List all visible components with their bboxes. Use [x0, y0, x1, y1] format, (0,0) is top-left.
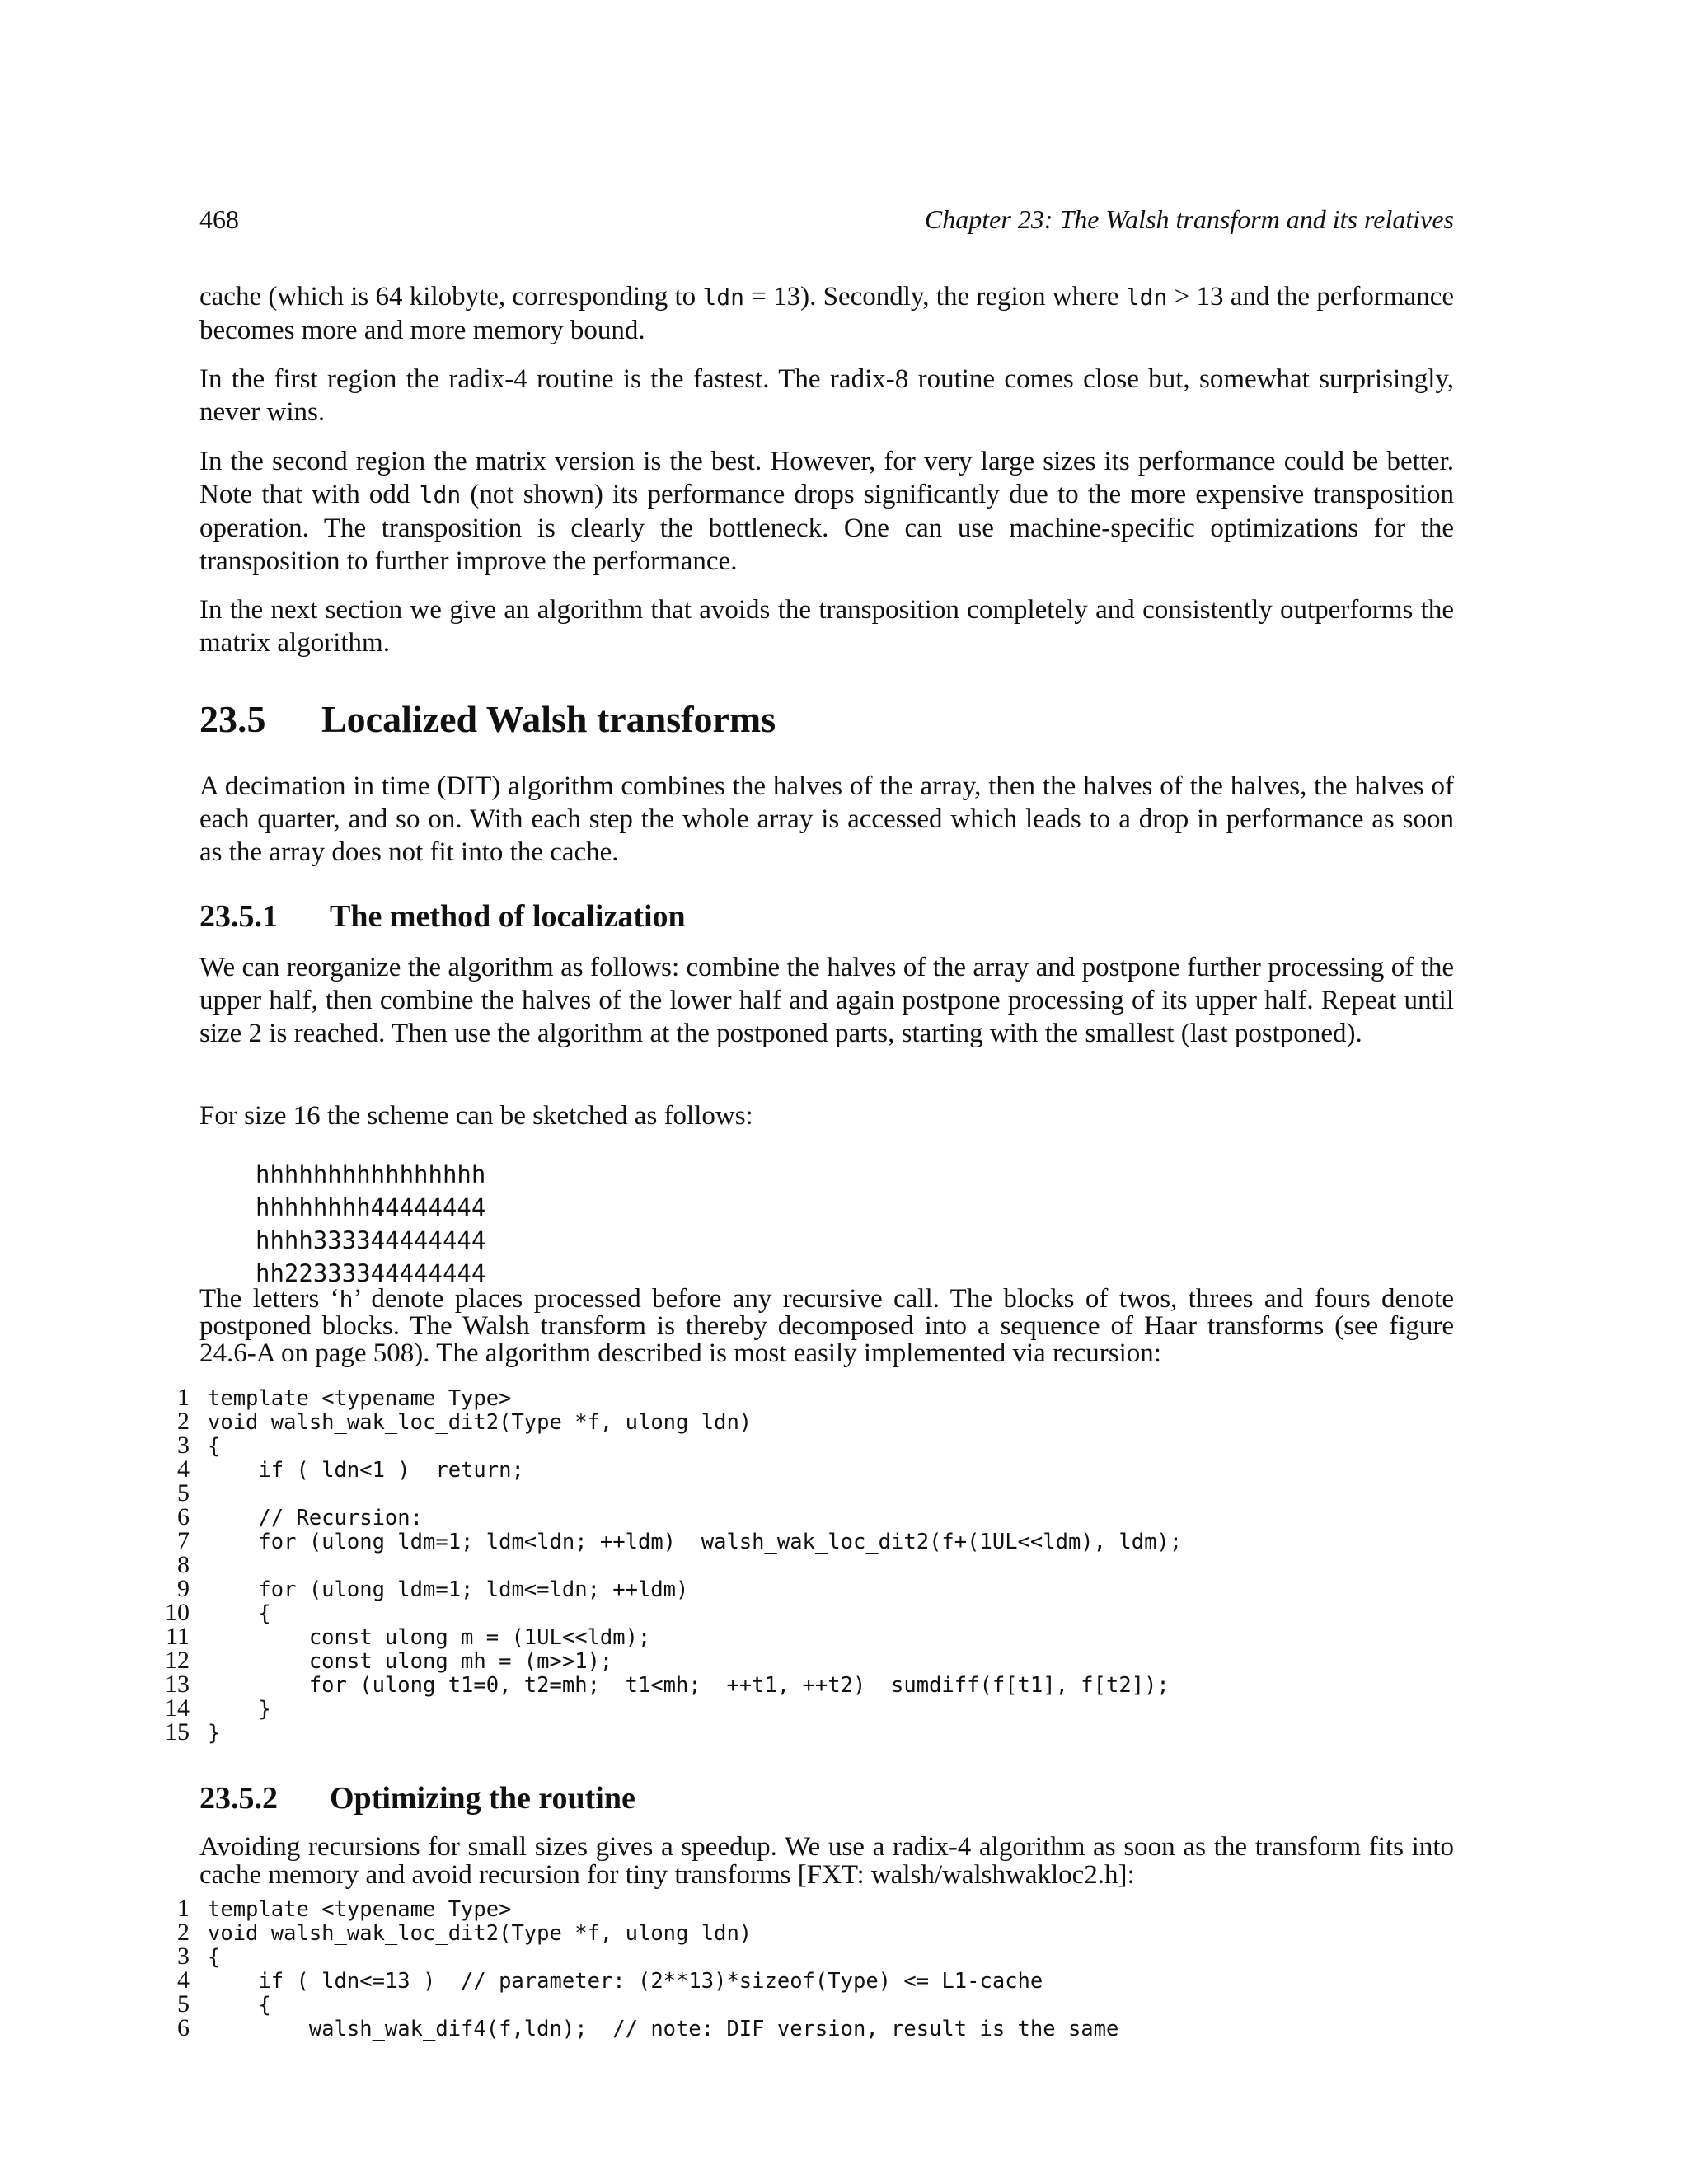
scheme-line: hh22333344444444 — [256, 1259, 486, 1287]
subsection-heading — [199, 1780, 635, 1816]
line-number: 7 — [177, 1527, 190, 1554]
scheme-line: hhhh333344444444 — [256, 1226, 486, 1254]
line-number: 4 — [177, 1966, 190, 1994]
paragraph-dit: A decimation in time (DIT) algorithm combines the halves of the array, then the halves of the halves, the halves of each quarter, and so on. With each step the whole array is accessed which leads to a drop in performance as soon as the array does not fit into the cache. — [199, 771, 1454, 867]
code-h: h — [339, 1286, 354, 1313]
code-text: void walsh_wak_loc_dit2(Type *f, ulong ldn) — [208, 1410, 753, 1435]
code-text: template <typename Type> — [208, 1897, 512, 1922]
code-text: // Recursion: — [208, 1506, 423, 1530]
line-number: 1 — [177, 1384, 190, 1411]
line-number: 6 — [177, 2014, 190, 2041]
chapter-title: Chapter 23: The Walsh transform and its relatives — [924, 204, 1454, 234]
subsection-number: 23.5.1 — [199, 899, 278, 934]
code-ldn: ldn — [419, 481, 462, 509]
code-text: const ulong m = (1UL<<ldm); — [208, 1625, 651, 1650]
line-number: 11 — [166, 1623, 190, 1650]
section-title: Localized Walsh transforms — [321, 698, 776, 740]
code-text: { — [208, 1993, 271, 2018]
code-text: walsh_wak_dif4(f,ldn); // note: DIF version, result is the same — [208, 2017, 1119, 2041]
line-number: 5 — [177, 1479, 190, 1507]
code-text: const ulong mh = (m>>1); — [208, 1649, 613, 1674]
line-number: 3 — [177, 1943, 190, 1970]
line-number: 1 — [177, 1895, 190, 1922]
code-text: if ( ldn<=13 ) // parameter: (2**13)*sizeof(Type) <= L1-cache — [208, 1969, 1043, 1994]
line-number: 5 — [177, 1990, 190, 2018]
code-text: { — [208, 1945, 221, 1970]
code-text: } — [208, 1721, 221, 1746]
line-number: 6 — [177, 1503, 190, 1530]
paragraph-optimizing: Avoiding recursions for small sizes gives a speedup. We use a radix-4 algorithm as soon as the transform fits into cache memory and avoid recursion for tiny transforms [FXT: walsh/walshwakloc2.h]: — [199, 1832, 1454, 1890]
subsection-title: The method of localization — [330, 899, 686, 934]
line-number: 2 — [177, 1919, 190, 1946]
subsection-heading — [199, 898, 686, 935]
code-text: { — [208, 1601, 271, 1626]
line-number: 3 — [177, 1432, 190, 1459]
paragraph-letters: The letters ‘h’ denote places processed before any recursive call. The blocks of twos, threes and fours denote postponed blocks. The Walsh transform is thereby decomposed into a sequence of Haar transforms (see figure 24.6-A on page 508). The algorithm described is most easily implemented via recursion: — [199, 1284, 1454, 1368]
code-text: for (ulong ldm=1; ldm<=ldn; ++ldm) — [208, 1577, 689, 1602]
line-number: 9 — [177, 1575, 190, 1602]
paragraph-second-region: In the second region the matrix version is the best. However, for very large sizes its performance could be better. Note that with odd ldn (not shown) its performance drops significantly due to the more expensive transposition operation. The transposition is clearly the bottleneck. One can use machine-specific optimizations for the transposition to further improve the performance. — [199, 447, 1454, 576]
code-text: template <typename Type> — [208, 1386, 512, 1411]
line-number: 15 — [165, 1718, 190, 1746]
section-number: 23.5 — [199, 698, 266, 740]
line-number: 8 — [177, 1551, 190, 1578]
code-text: for (ulong ldm=1; ldm<ldn; ++ldm) walsh_wak_loc_dit2(f+(1UL<<ldm), ldm); — [208, 1530, 1183, 1554]
line-number: 13 — [165, 1671, 190, 1698]
line-number: 10 — [165, 1599, 190, 1626]
line-number: 2 — [177, 1408, 190, 1435]
scheme-line: hhhhhhhh44444444 — [256, 1193, 486, 1221]
line-number: 12 — [165, 1647, 190, 1674]
code-text: } — [208, 1697, 271, 1722]
subsection-title: Optimizing the routine — [330, 1781, 635, 1816]
line-number: 14 — [165, 1694, 190, 1722]
paragraph-reorganize: We can reorganize the algorithm as follows: combine the halves of the array and postpone further processing of the upper half, then combine the halves of the lower half and again postpone processing of its upper half. Repeat until size 2 is reached. Then use the algorithm at the postponed parts, starting with the smallest (last postponed). — [199, 953, 1454, 1048]
paragraph-size16: For size 16 the scheme can be sketched as follows: — [199, 1101, 753, 1131]
paragraph-next-section: In the next section we give an algorithm that avoids the transposition completely and consistently outperforms the matrix algorithm. — [199, 595, 1454, 658]
code-ldn: ldn — [702, 284, 744, 311]
code-ldn: ldn — [1125, 284, 1168, 311]
paragraph-cache: cache (which is 64 kilobyte, corresponding to ldn = 13). Secondly, the region where ldn > 13 and the performance becomes more and more memory bound. — [199, 282, 1454, 345]
section-heading — [199, 697, 776, 741]
code-text: void walsh_wak_loc_dit2(Type *f, ulong ldn) — [208, 1921, 753, 1946]
line-number: 4 — [177, 1455, 190, 1483]
scheme-line: hhhhhhhhhhhhhhhh — [256, 1160, 486, 1188]
scheme-block — [256, 1158, 485, 1290]
code-text: for (ulong t1=0, t2=mh; t1<mh; ++t1, ++t2) sumdiff(f[t1], f[t2]); — [208, 1673, 1170, 1698]
code-text: { — [208, 1434, 221, 1459]
subsection-number: 23.5.2 — [199, 1781, 278, 1816]
code-text: if ( ldn<1 ) return; — [208, 1458, 524, 1483]
paragraph-first-region: In the first region the radix-4 routine is the fastest. The radix-8 routine comes close but, somewhat surprisingly, never wins. — [199, 364, 1454, 427]
running-header — [199, 204, 1454, 241]
page-number: 468 — [199, 204, 239, 234]
